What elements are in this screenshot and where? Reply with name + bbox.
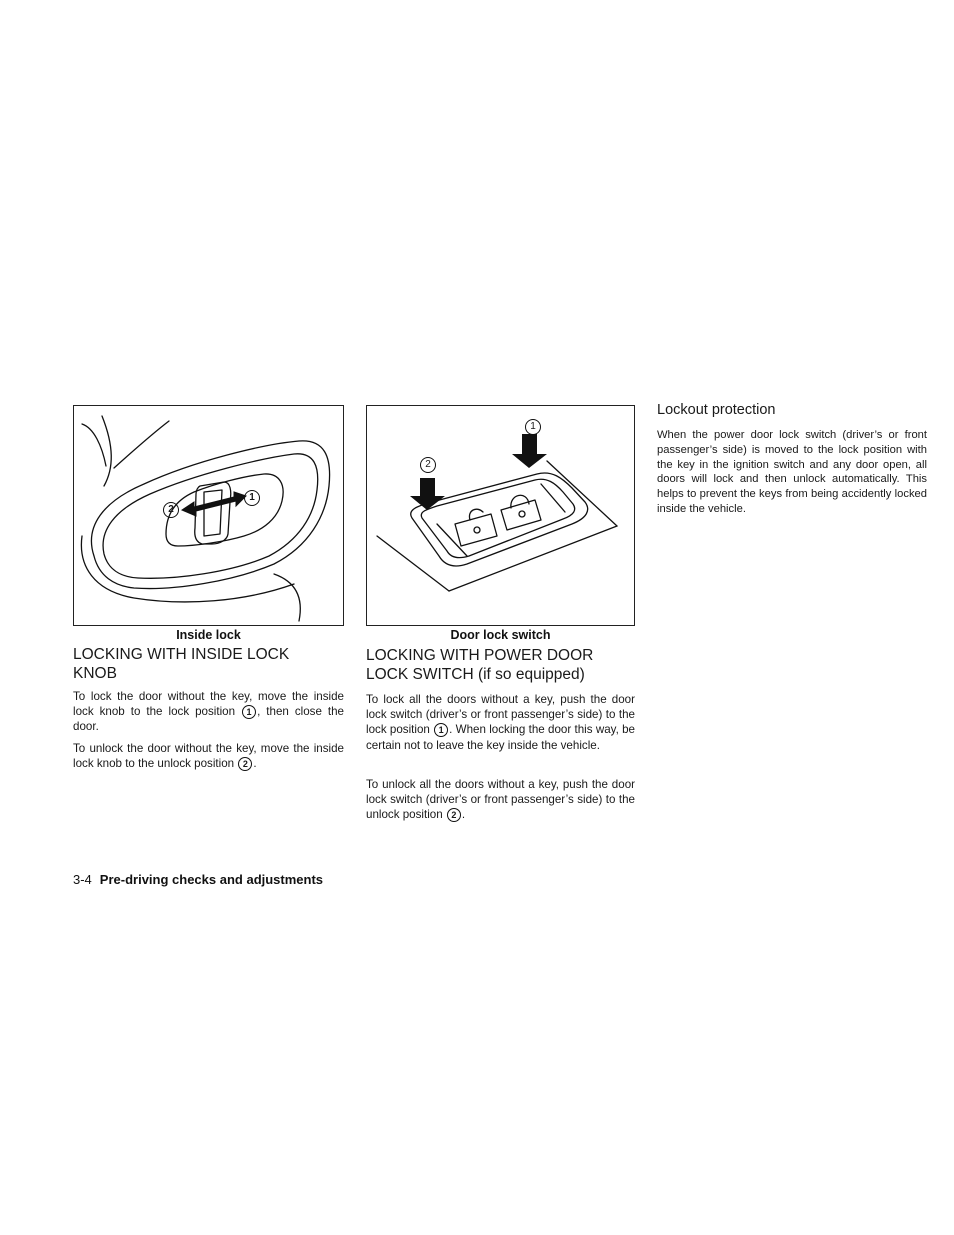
callout-2-icon: 2 [420, 457, 436, 473]
callout-2-icon: 2 [163, 502, 179, 518]
text-run: To unlock the door without the key, move the inside lock knob to the unlock position [73, 742, 344, 771]
door-lock-switch-figure [366, 405, 635, 626]
power-door-lock-heading: LOCKING WITH POWER DOOR LOCK SWITCH (if so equipped) [366, 647, 594, 683]
power-door-lock-paragraph-1 [366, 692, 635, 753]
text-run: To unlock all the doors without a key, push the door lock switch (driver’s or front passenger’s side) to the unlock position [366, 778, 635, 822]
power-door-lock-paragraph-2 [366, 777, 635, 823]
page-number: 3-4 [73, 872, 92, 887]
callout-1-icon: 1 [244, 490, 260, 506]
text-run: , then close the door. [73, 705, 344, 734]
door-lock-switch-illustration [367, 406, 634, 625]
ref-1-icon: 1 [242, 705, 256, 719]
inside-lock-knob-paragraph-2 [73, 741, 344, 771]
inside-lock-figure [73, 405, 344, 626]
door-lock-switch-caption: Door lock switch [450, 628, 551, 642]
text-run: . [253, 757, 257, 771]
inside-lock-caption: Inside lock [176, 628, 241, 642]
ref-2-icon: 2 [447, 808, 461, 822]
text-run: To lock the door without the key, move the inside lock knob to the lock position [73, 690, 344, 719]
inside-lock-knob-heading: LOCKING WITH INSIDE LOCK KNOB [73, 646, 290, 682]
ref-1-icon: 1 [434, 723, 448, 737]
ref-2-icon: 2 [238, 757, 252, 771]
callout-1-icon: 1 [525, 419, 541, 435]
page-footer [73, 872, 323, 887]
text-run: . [461, 808, 466, 822]
text-run: To lock all the doors without a key, push the door lock switch (driver’s or front passenger’s side) to the lock position [366, 693, 635, 737]
text-run: . When locking the door this way, be certain not to leave the key inside the vehicle. [366, 723, 635, 752]
lockout-protection-paragraph: When the power door lock switch (driver’s or front passenger’s side) is moved to the lock position with the key in the ignition switch and any door open, all doors will lock and then unlock automatically. This helps to prevent the keys from being accidently locked inside the vehicle. [657, 429, 927, 515]
section-title: Pre-driving checks and adjustments [99, 872, 324, 887]
inside-lock-illustration [74, 406, 343, 625]
lockout-protection-heading: Lockout protection [657, 402, 776, 418]
inside-lock-knob-paragraph-1 [73, 689, 344, 735]
